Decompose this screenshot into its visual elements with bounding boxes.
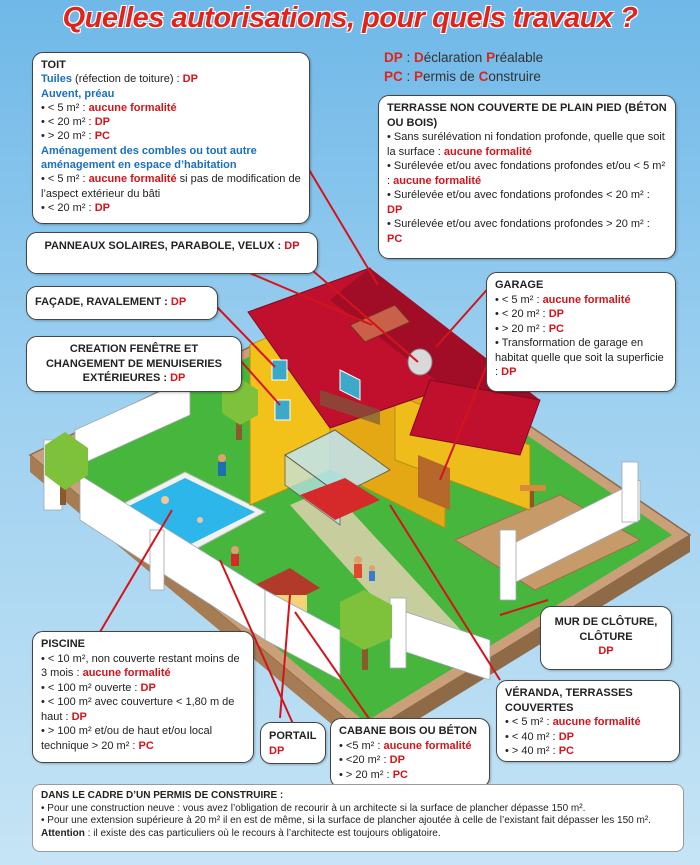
list-item: • < 5 m² : aucune formalité	[505, 716, 641, 728]
veranda-box	[496, 680, 680, 762]
list-item: • > 40 m² : PC	[505, 745, 574, 757]
list-item: • < 5 m² : aucune formalité	[495, 293, 631, 306]
list-item: • Surélevée et/ou avec fondations profondes et/ou < 5 m² : aucune formalité	[387, 160, 666, 187]
list-item: • Transformation de garage en habitat quelle que soit la superficie : DP	[495, 337, 664, 378]
note-line: • Pour une construction neuve : vous avez l’obligation de recourir à un architecte si la surface de plancher dépasse 150 m².	[41, 802, 586, 814]
note-line: • Pour une extension supérieure à 20 m² il en est de même, si la surface de plancher ajoutée à celle de l’existant fait dépasser les 150 m².	[41, 815, 651, 826]
list-item: • < 20 m² : DP	[41, 201, 110, 214]
note-attention: Attention : il existe des cas particuliers où le recours à l’architecte est toujours obligatoire.	[41, 827, 441, 839]
toit-auvent-heading: Auvent, préau	[41, 87, 115, 100]
list-item: • < 10 m², non couverte restant moins de 3 mois : aucune formalité	[41, 652, 240, 679]
satellite-dish-icon	[408, 349, 432, 375]
cabane-heading: CABANE BOIS OU BÉTON	[339, 725, 477, 737]
list-item: • Surélevée et/ou avec fondations profondes < 20 m² : DP	[387, 189, 650, 216]
list-item: • Sans surélévation ni fondation profonde, quelle que soit la surface : aucune formalité	[387, 131, 665, 158]
note-heading: DANS LE CADRE D’UN PERMIS DE CONSTRUIRE :	[41, 790, 284, 801]
list-item: • < 100 m² avec couverture < 1,80 m de haut : DP	[41, 696, 235, 723]
veranda-heading: VÉRANDA, TERRASSES COUVERTES	[505, 687, 633, 714]
terrasse-heading: TERRASSE NON COUVERTE DE PLAIN PIED (BÉTON OU BOIS)	[387, 102, 667, 129]
legend	[384, 48, 543, 86]
fenetre-box: CREATION FENÊTRE ET CHANGEMENT DE MENUISERIES EXTÉRIEURES : DP	[26, 336, 242, 392]
list-item: • < 5 m² : aucune formalité	[41, 101, 177, 114]
cabane-box	[330, 718, 490, 788]
legend-pc: PC : Permis de Construire	[384, 69, 541, 84]
piscine-heading: PISCINE	[41, 638, 86, 650]
toit-tuiles: Tuiles (réfection de toiture) : DP	[41, 73, 198, 86]
portail-box: PORTAIL DP	[260, 722, 326, 764]
list-item: • Surélevée et/ou avec fondations profondes > 20 m² : PC	[387, 218, 650, 245]
list-item: • < 100 m² ouverte : DP	[41, 681, 156, 694]
window	[272, 360, 287, 380]
facade-box: FAÇADE, RAVALEMENT : DP	[26, 286, 218, 320]
list-item: • > 20 m² : PC	[495, 322, 564, 335]
legend-dp: DP : Déclaration Préalable	[384, 50, 544, 65]
list-item: • > 100 m² et/ou de haut et/ou local technique > 20 m² : PC	[41, 725, 213, 752]
garage-heading: GARAGE	[495, 279, 544, 291]
list-item: • <5 m² : aucune formalité	[339, 739, 472, 752]
list-item: • > 20 m² : PC	[339, 768, 408, 781]
list-item: • < 20 m² : DP	[41, 116, 110, 129]
toit-box	[32, 52, 310, 224]
mur-box: MUR DE CLÔTURE, CLÔTURE DP	[540, 606, 672, 670]
list-item: • < 5 m² : aucune formalité si pas de modification de l’aspect extérieur du bâti	[41, 173, 301, 200]
list-item: • <20 m² : DP	[339, 754, 405, 766]
list-item: • > 20 m² : PC	[41, 130, 110, 143]
permis-note	[32, 784, 684, 852]
page-title: Quelles autorisations, pour quels travaux ?	[62, 2, 638, 34]
terrasse-box	[378, 95, 676, 259]
panneaux-box: PANNEAUX SOLAIRES, PARABOLE, VELUX : DP	[26, 232, 318, 274]
piscine-box	[32, 631, 254, 763]
list-item: • < 20 m² : DP	[495, 308, 564, 320]
garage-box	[486, 272, 676, 392]
list-item: • < 40 m² : DP	[505, 730, 574, 743]
toit-combles-heading: Aménagement des combles ou tout autre aménagement en espace d’habitation	[41, 144, 257, 172]
toit-heading: TOIT	[41, 59, 66, 71]
